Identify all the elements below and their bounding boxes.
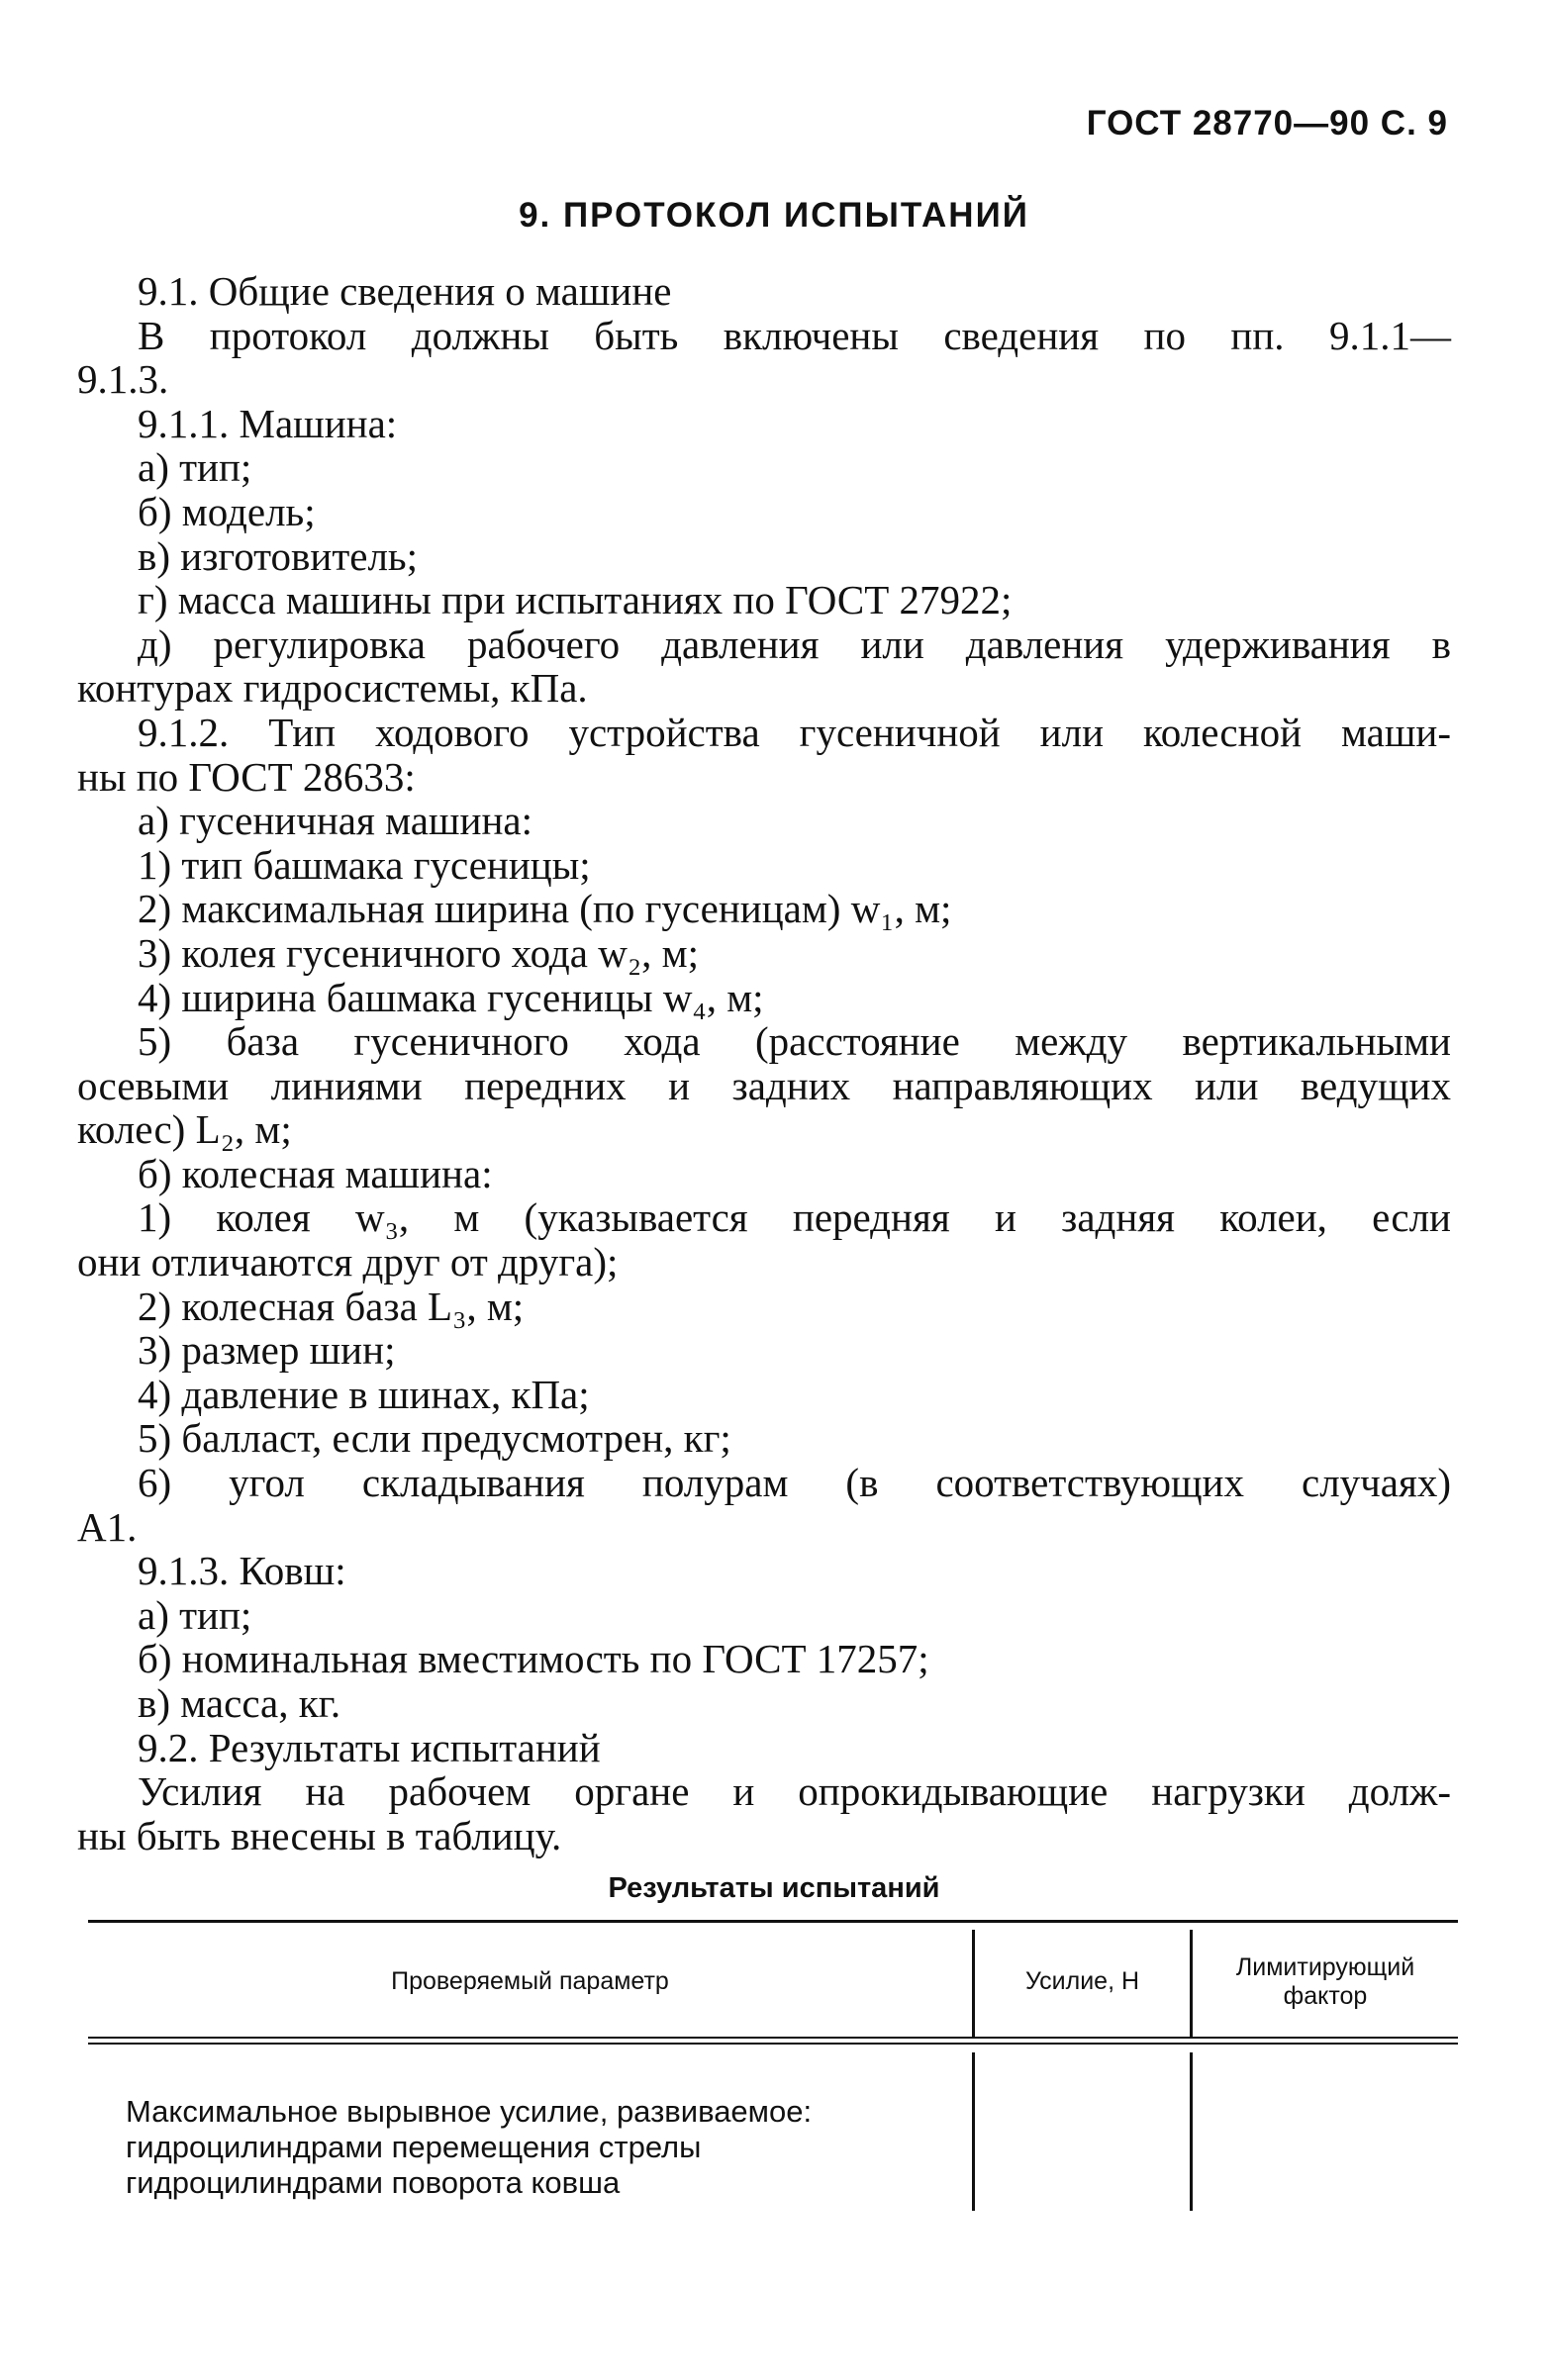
section-title: 9. ПРОТОКОЛ ИСПЫТАНИЙ [519, 196, 1029, 235]
list-item: 5) балласт, если предусмотрен, кг; [138, 1415, 731, 1462]
paragraph-line: 9.2. Результаты испытаний [138, 1724, 601, 1770]
list-item: 1) колея w₃, м (указывается передняя и задняя колеи, если [138, 1194, 1451, 1241]
paragraph-line: они отличаются друг от друга); [77, 1239, 619, 1285]
column-header-force: Усилие, Н [1024, 1967, 1140, 1995]
list-item: 2) максимальная ширина (по гусеницам) w₁, м; [138, 886, 952, 932]
column-header-line: Лимитирующий [1235, 1953, 1415, 1981]
paragraph-line: 9.1.3. [77, 356, 169, 403]
body-text [77, 269, 1451, 1857]
column-divider [972, 2052, 975, 2211]
column-divider [1190, 2052, 1193, 2211]
list-item: 4) ширина башмака гусеницы w₄, м; [138, 974, 764, 1020]
paragraph-line: 9.1. Общие сведения о машине [138, 268, 672, 314]
list-item: 2) колесная база L₃, м; [138, 1283, 525, 1329]
paragraph-line: 9.1.2. Тип ходового устройства гусеничной или колесной маши- [138, 709, 1451, 755]
list-item: в) масса, кг. [138, 1680, 341, 1726]
list-item: 3) колея гусеничного хода w₂, м; [138, 929, 699, 976]
list-item: 5) база гусеничного хода (расстояние между вертикальными [138, 1018, 1451, 1065]
paragraph-line: ны быть внесены в таблицу. [77, 1812, 562, 1858]
column-header-parameter: Проверяемый параметр [391, 1967, 669, 1995]
list-item: б) номинальная вместимость по ГОСТ 17257; [138, 1636, 929, 1682]
table-cell-parameter [126, 2094, 812, 2201]
list-item: в) изготовитель; [138, 532, 418, 579]
table-header-rule [88, 2043, 1458, 2045]
list-item: б) колесная машина: [138, 1150, 493, 1196]
list-item: 4) давление в шинах, кПа; [138, 1371, 590, 1417]
table-cell-line: гидроцилиндрами перемещения стрелы [126, 2130, 702, 2164]
list-item: а) гусеничная машина: [138, 798, 532, 844]
list-item: д) регулировка рабочего давления или давления удерживания в [138, 620, 1451, 667]
paragraph-line: колес) L₂, м; [77, 1106, 292, 1153]
column-header-limiting-factor [1193, 1953, 1458, 2011]
column-header-line: фактор [1283, 1982, 1368, 2010]
table-cell-line: Максимальное вырывное усилие, развиваемое: [126, 2094, 813, 2129]
paragraph-line: Усилия на рабочем органе и опрокидывающие нагрузки долж- [138, 1768, 1451, 1815]
list-item: 6) угол складывания полурам (в соответствующих случаях) [138, 1460, 1451, 1506]
list-item: а) тип; [138, 1591, 252, 1638]
paragraph-line: 9.1.1. Машина: [138, 400, 398, 446]
list-item: б) модель; [138, 488, 316, 534]
page-header: ГОСТ 28770—90 С. 9 [1086, 104, 1448, 143]
list-item: 1) тип башмака гусеницы; [138, 841, 591, 888]
paragraph-line: А1. [77, 1503, 138, 1550]
paragraph-line: ны по ГОСТ 28633: [77, 753, 416, 800]
paragraph-line: В протокол должны быть включены сведения по пп. 9.1.1— [138, 312, 1451, 358]
table-title: Результаты испытаний [608, 1872, 940, 1904]
table-top-rule [88, 1920, 1458, 1923]
list-item: г) масса машины при испытаниях по ГОСТ 27922; [138, 577, 1013, 623]
paragraph-line: 9.1.3. Ковш: [138, 1548, 346, 1594]
list-item: 3) размер шин; [138, 1327, 396, 1374]
table-cell-line: гидроцилиндрами поворота ковша [126, 2165, 621, 2200]
list-item: а) тип; [138, 444, 252, 491]
paragraph-line: осевыми линиями передних и задних направляющих или ведущих [77, 1062, 1451, 1108]
results-table [88, 1920, 1458, 2209]
paragraph-line: контурах гидросистемы, кПа. [77, 665, 588, 712]
table-header-rule [88, 2037, 1458, 2039]
